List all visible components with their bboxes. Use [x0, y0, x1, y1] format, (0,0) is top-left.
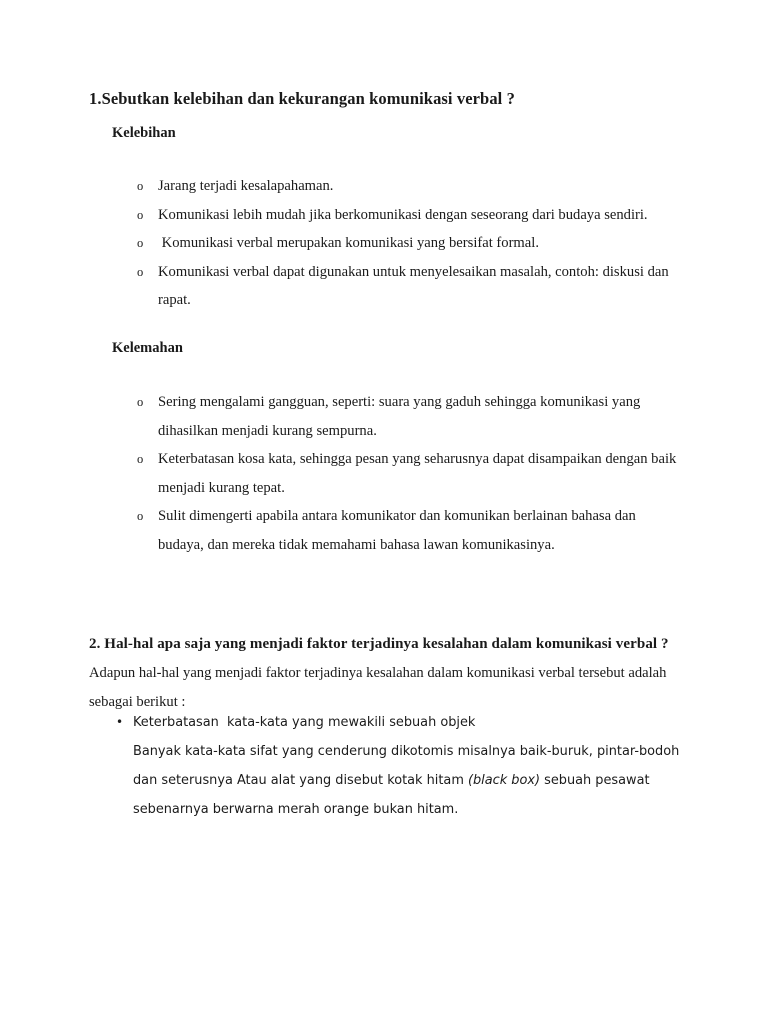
circle-bullet-icon: o	[137, 509, 144, 523]
list-item-lead-text: Keterbatasan kata-kata yang mewakili sebuah objek	[133, 715, 476, 730]
list-item-text: Jarang terjadi kesalapahaman.	[158, 178, 334, 194]
list-item-text: Sulit dimengerti apabila antara komunikator dan komunikan berlainan bahasa dan budaya, dan mereka tidak memahami bahasa lawan komunikasinya.	[158, 508, 640, 553]
list-item	[137, 258, 685, 315]
question-2-title: 2. Hal-hal apa saja yang menjadi faktor terjadinya kesalahan dalam komunikasi verbal ?	[89, 636, 669, 652]
circle-bullet-icon: o	[137, 452, 144, 466]
body-text-part-2: sebuah pesawat sebenarnya berwarna merah orange bukan hitam.	[133, 773, 654, 817]
list-item	[137, 172, 685, 201]
list-item	[137, 502, 685, 559]
circle-bullet-icon: o	[137, 236, 144, 250]
kelebihan-heading: Kelebihan	[112, 125, 176, 141]
question-2-intro-paragraph: Adapun hal-hal yang menjadi faktor terjadinya kesalahan dalam komunikasi verbal tersebut adalah sebagai berikut :	[89, 665, 667, 710]
circle-bullet-icon: o	[137, 264, 144, 279]
list-item	[137, 388, 685, 445]
circle-bullet-icon: o	[137, 179, 144, 193]
list-item-text: Sering mengalami gangguan, seperti: suara yang gaduh sehingga komunikasi yang dihasilkan menjadi kurang sempurna.	[158, 394, 644, 439]
list-item-text: Komunikasi verbal merupakan komunikasi yang bersifat formal.	[158, 235, 539, 251]
list-item	[137, 229, 685, 258]
list-item-text: Komunikasi lebih mudah jika berkomunikasi dengan seseorang dari budaya sendiri.	[158, 206, 648, 223]
circle-bullet-icon: o	[137, 207, 144, 222]
list-item	[137, 445, 685, 502]
list-item-text: Keterbatasan kosa kata, sehingga pesan yang seharusnya dapat disampaikan dengan baik menjadi kurang tepat.	[158, 451, 680, 496]
kelebihan-list	[137, 172, 685, 315]
circle-bullet-icon: o	[137, 395, 144, 409]
body-text-part-1: Banyak kata-kata sifat yang cenderung dikotomis misalnya baik-buruk, pintar-bodoh dan seterusnya Atau alat yang disebut kotak hitam	[133, 744, 684, 788]
list-item-body-text	[133, 737, 686, 824]
dot-bullet-icon: •	[116, 715, 124, 729]
list-item-text: Komunikasi verbal dapat digunakan untuk menyelesaikan masalah, contoh: diskusi dan rapat.	[158, 263, 673, 308]
list-item	[116, 708, 686, 824]
kelemahan-list	[137, 388, 685, 559]
question-1-title: 1.Sebutkan kelebihan dan kekurangan komunikasi verbal ?	[89, 89, 515, 108]
kelemahan-heading: Kelemahan	[112, 340, 183, 356]
list-item	[137, 201, 685, 230]
question-2-factor-list	[116, 708, 686, 824]
black-box-italic-term: (black box)	[467, 773, 541, 788]
